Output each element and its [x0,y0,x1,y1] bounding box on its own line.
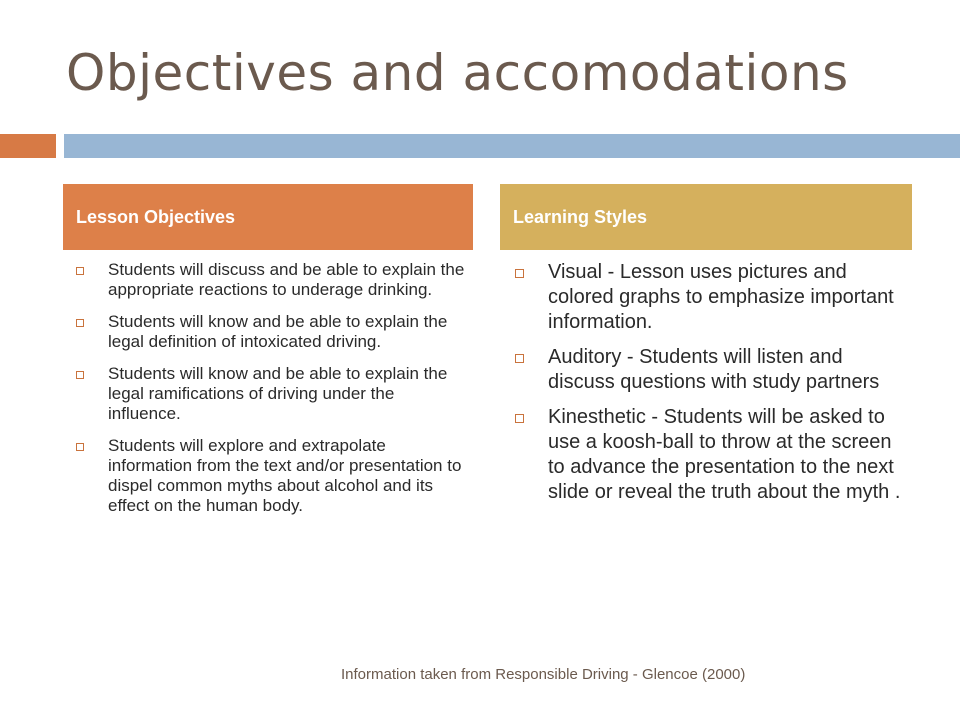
accent-bar-blue [64,134,960,158]
square-bullet-icon [76,319,84,327]
list-item [515,405,910,505]
square-bullet-icon [76,371,84,379]
square-bullet-icon [515,354,524,363]
list-item [515,260,910,335]
accent-bar-orange [0,134,56,158]
list-item-text: Students will discuss and be able to explain the appropriate reactions to underage drinking. [108,260,465,299]
list-item [76,260,466,300]
square-bullet-icon [515,269,524,278]
list-item-text: Visual - Lesson uses pictures and colored graphs to emphasize important information. [548,261,894,333]
square-bullet-icon [515,414,524,423]
lesson-objectives-header: Lesson Objectives [63,184,473,250]
learning-styles-list [515,260,910,515]
list-item-text: Auditory - Students will listen and discuss questions with study partners [548,346,880,393]
list-item [76,436,466,516]
list-item-text: Students will explore and extrapolate information from the text and/or presentation to dispel common myths about alcohol and its effect on the human body. [108,436,462,515]
lesson-objectives-list [76,260,466,528]
list-item-text: Kinesthetic - Students will be asked to use a koosh-ball to throw at the screen to advance the presentation to the next slide or reveal the truth about the myth . [548,406,901,503]
square-bullet-icon [76,267,84,275]
slide-title: Objectives and accomodations [66,44,849,102]
learning-styles-header: Learning Styles [500,184,912,250]
list-item [76,364,466,424]
square-bullet-icon [76,443,84,451]
source-footer: Information taken from Responsible Driving - Glencoe (2000) [341,666,746,683]
list-item-text: Students will know and be able to explain the legal ramifications of driving under the influence. [108,364,448,423]
list-item-text: Students will know and be able to explain the legal definition of intoxicated driving. [108,312,448,351]
list-item [515,345,910,395]
list-item [76,312,466,352]
